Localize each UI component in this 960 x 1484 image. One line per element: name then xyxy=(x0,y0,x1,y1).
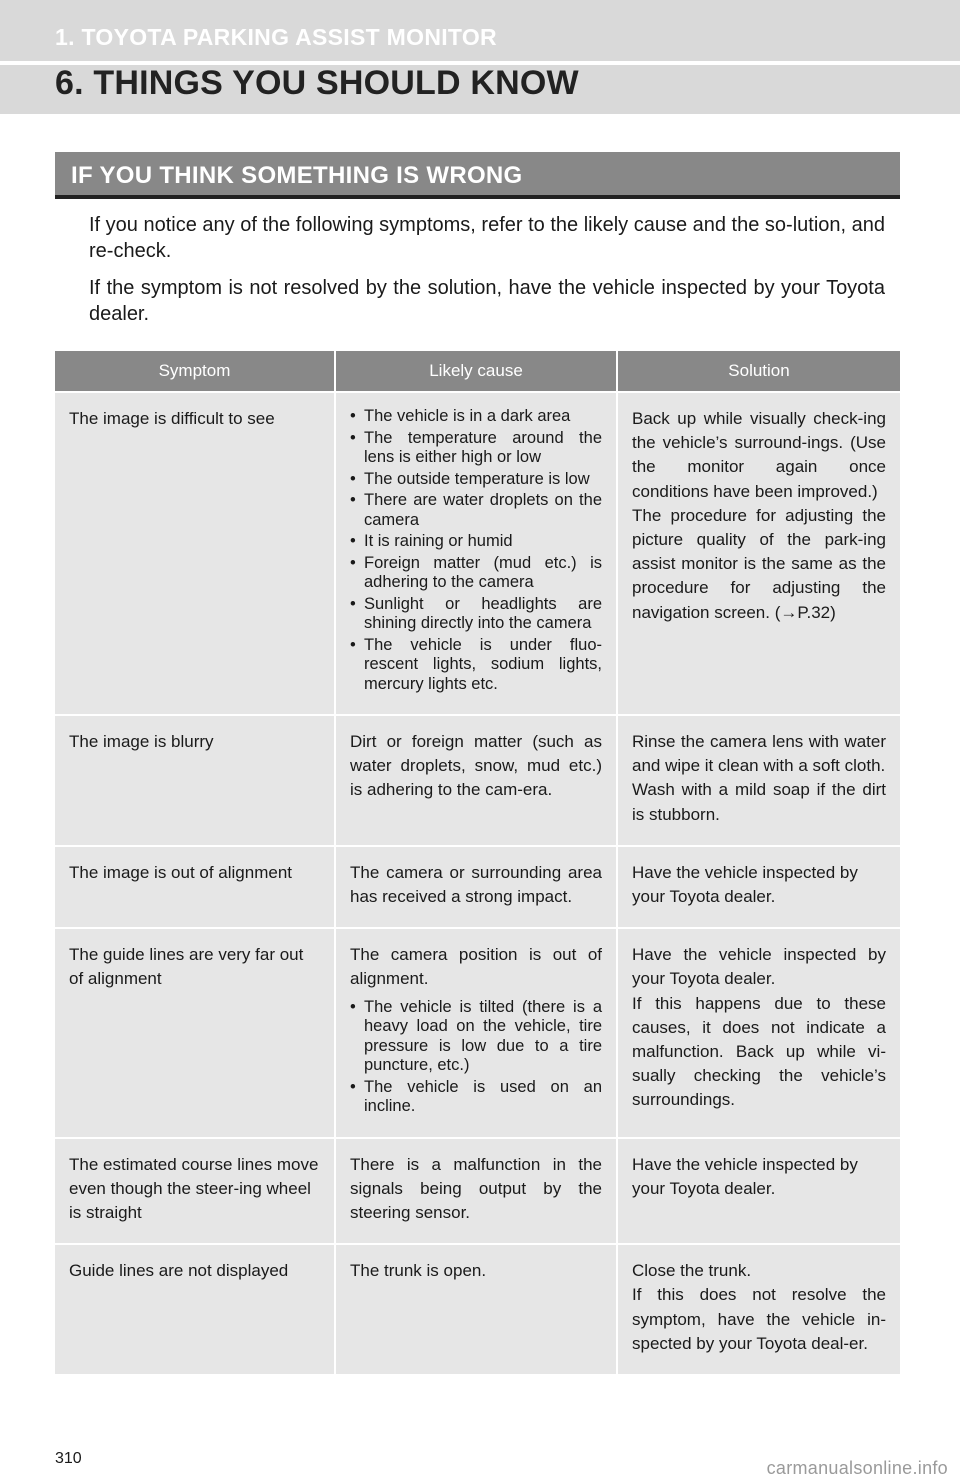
solution-cell xyxy=(617,846,900,928)
solution-text: Rinse the camera lens with water and wipe it clean with a soft cloth. xyxy=(632,732,886,776)
cause-cell xyxy=(335,715,617,846)
watermark: carmanualsonline.info xyxy=(766,1458,948,1478)
intro-paragraph: If the symptom is not resolved by the solution, have the vehicle inspected by your Toyota dealer. xyxy=(89,277,885,325)
cause-cell xyxy=(335,1138,617,1245)
solution-cell xyxy=(617,1244,900,1374)
subsection-title: IF YOU THINK SOMETHING IS WRONG xyxy=(71,162,523,189)
page-title: 6. THINGS YOU SHOULD KNOW xyxy=(55,64,579,102)
table-row xyxy=(55,1244,900,1374)
page-header xyxy=(0,0,960,114)
cause-bullet: • The vehicle is under fluo-rescent lights, sodium lights, mercury lights etc. xyxy=(350,636,602,695)
table-header-row xyxy=(55,351,900,392)
solution-text: Wash with a mild soap if the dirt is stubborn. xyxy=(632,780,886,824)
solution-text: Back up while visually check-ing the vehicle’s surround-ings. (Use the monitor again once conditions have been improved.) xyxy=(632,409,886,501)
symptom-text: Guide lines are not displayed xyxy=(69,1261,289,1281)
symptom-cell xyxy=(55,1244,335,1374)
cause-cell xyxy=(335,392,617,715)
symptom-text: The image is blurry xyxy=(69,732,214,751)
solution-cell xyxy=(617,715,900,846)
cause-bullet: • The vehicle is in a dark area xyxy=(350,407,602,427)
cause-text: The trunk is open. xyxy=(350,1261,487,1281)
column-header-likely-cause: Likely cause xyxy=(335,351,617,392)
symptom-cell xyxy=(55,392,335,715)
column-header-symptom: Symptom xyxy=(55,351,335,392)
symptom-text: The image is difficult to see xyxy=(69,409,275,428)
solution-text: If this does not resolve the symptom, have the vehicle in-spected by your Toyota deal-er. xyxy=(632,1285,886,1353)
table-row xyxy=(55,392,900,715)
symptom-text: The image is out of alignment xyxy=(69,862,293,882)
solution-text: Have the vehicle inspected by your Toyota dealer. xyxy=(632,1154,858,1198)
table-row xyxy=(55,1138,900,1245)
cause-cell xyxy=(335,928,617,1137)
symptom-text: The estimated course lines move even though the steer-ing wheel is straight xyxy=(69,1154,319,1223)
symptom-cell xyxy=(55,715,335,846)
symptom-text: The guide lines are very far out of alignment xyxy=(69,945,304,989)
solution-text: Close the trunk. xyxy=(632,1261,752,1281)
cause-bullet: • The temperature around the lens is either high or low xyxy=(350,429,602,468)
solution-cell xyxy=(617,392,900,715)
cause-bullet: • There are water droplets on the camera xyxy=(350,491,602,530)
solution-text: Have the vehicle inspected by your Toyota dealer. xyxy=(632,862,858,907)
troubleshooting-table xyxy=(55,351,900,1374)
solution-text: If this happens due to these causes, it does not indicate a malfunction. Back up while vi-sually checking the vehicle’s surroundings. xyxy=(632,993,886,1110)
table-row xyxy=(55,928,900,1137)
cause-bullet: • Sunlight or headlights are shining directly into the camera xyxy=(350,595,602,634)
symptom-cell xyxy=(55,928,335,1137)
solution-cell xyxy=(617,1138,900,1245)
table-row xyxy=(55,846,900,928)
solution-cell xyxy=(617,928,900,1137)
cause-bullet: • The vehicle is tilted (there is a heavy load on the vehicle, tire pressure is low due to a tire puncture, etc.) xyxy=(350,998,602,1076)
column-header-solution: Solution xyxy=(617,351,900,392)
symptom-cell xyxy=(55,846,335,928)
cause-bullet: • The outside temperature is low xyxy=(350,470,602,490)
cause-cell xyxy=(335,1244,617,1374)
section-label: 1. TOYOTA PARKING ASSIST MONITOR xyxy=(55,24,497,50)
cause-bullet: • Foreign matter (mud etc.) is adhering to the camera xyxy=(350,554,602,593)
table-row xyxy=(55,715,900,846)
cause-bullet: • It is raining or humid xyxy=(350,532,602,552)
solution-text: Have the vehicle inspected by your Toyota dealer. xyxy=(632,945,886,989)
page-number: 310 xyxy=(55,1450,82,1467)
cause-list xyxy=(350,407,602,694)
cause-cell xyxy=(335,846,617,928)
cause-bullet: • The vehicle is used on an incline. xyxy=(350,1078,602,1117)
cause-list xyxy=(350,998,602,1117)
cause-text: There is a malfunction in the signals being output by the steering sensor. xyxy=(350,1154,602,1223)
symptom-cell xyxy=(55,1138,335,1245)
cause-text: The camera or surrounding area has received a strong impact. xyxy=(350,862,602,907)
intro-text xyxy=(89,212,885,338)
cause-text: The camera position is out of alignment. xyxy=(350,945,602,989)
intro-paragraph: If you notice any of the following symptoms, refer to the likely cause and the so-lution, and re-check. xyxy=(89,214,885,262)
solution-text: The procedure for adjusting the picture quality of the park-ing assist monitor is the same as the procedure for adjusting the navigation screen. (→P.32) xyxy=(632,505,886,622)
cause-text: Dirt or foreign matter (such as water droplets, snow, mud etc.) is adhering to the cam-era. xyxy=(350,732,602,800)
subsection-header xyxy=(55,152,900,199)
